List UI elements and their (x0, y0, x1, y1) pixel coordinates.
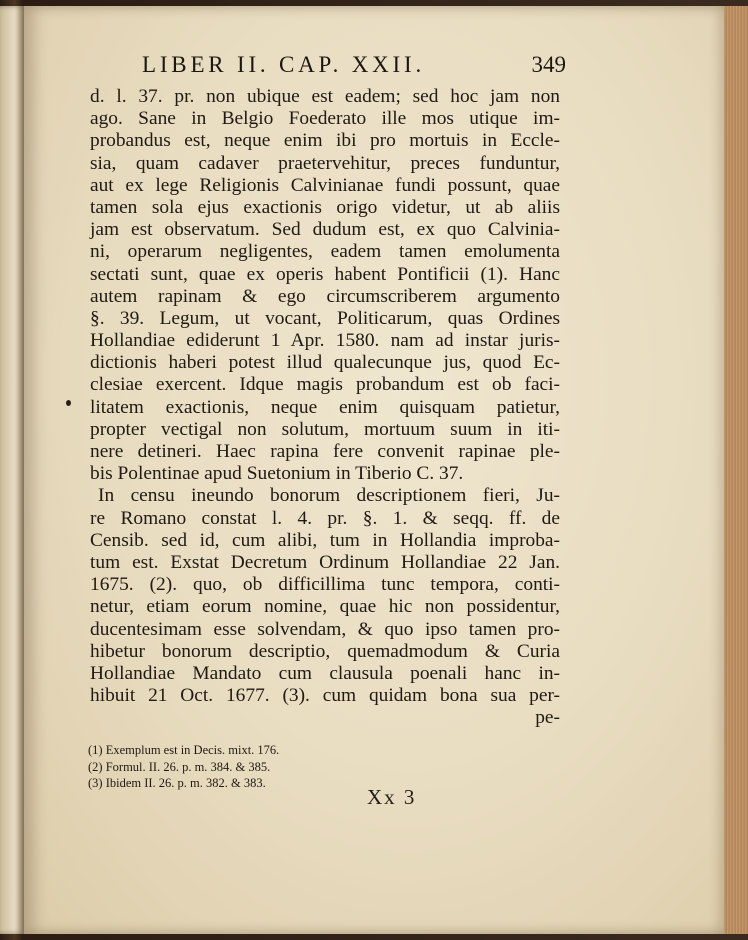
body-text (90, 86, 560, 729)
footnote: (1) Exemplum est in Decis. mixt. 176. (88, 743, 280, 757)
page-block-edges (724, 6, 748, 934)
text-line: ni, operarum negligentes, eadem tamen emolumenta (90, 241, 560, 263)
text-line: d. l. 37. pr. non ubique est eadem; sed hoc jam non (90, 86, 560, 107)
text-line: bis Polentinae apud Suetonium in Tiberio C. 37. (90, 463, 464, 485)
ink-speck (66, 400, 71, 406)
text-line: tum est. Exstat Decretum Ordinum Hollandiae 22 Jan. (90, 551, 560, 573)
page-header (120, 50, 566, 80)
facing-page-edge (0, 6, 24, 934)
text-line: nere detineri. Haec rapina fere convenit rapinae ple- (90, 441, 560, 462)
text-line: netur, etiam eorum nomine, quae hic non possidentur, (90, 596, 560, 618)
text-line: autem rapinam & ego circumscriberem argumento (90, 285, 560, 307)
text-line: sectati sunt, quae ex operis habent Pontificii (1). Hanc (90, 263, 560, 285)
text-line: hibuit 21 Oct. 1677. (3). cum quidam bona sua per- (90, 685, 560, 707)
footnote: (2) Formul. II. 26. p. m. 384. & 385. (88, 759, 271, 774)
text-line: clesiae exercent. Idque magis probandum est ob faci- (90, 374, 560, 396)
text-line: aut ex lege Religionis Calvinianae fundi possunt, quae (90, 174, 560, 196)
running-head: LIBER II. CAP. XXII. (142, 52, 425, 77)
text-line: hibetur bonorum descriptio, quemadmodum & Curia (90, 640, 560, 662)
text-line: tamen sola ejus exactionis origo videtur, ut ab aliis (90, 196, 560, 218)
text-line: sia, quam cadaver praetervehitur, preces funduntur, (90, 152, 560, 174)
footnote: (3) Ibidem II. 26. p. m. 382. & 383. (88, 776, 266, 790)
text-line: Censib. sed id, cum alibi, tum in Hollandia improba- (90, 529, 560, 551)
text-line: Hollandiae ediderunt 1 Apr. 1580. nam ad instar juris- (90, 330, 560, 352)
catchword: pe- (535, 707, 560, 729)
text-line: Hollandiae Mandato cum clausula poenali hanc in- (90, 662, 560, 684)
text-line: re Romano constat l. 4. pr. §. 1. & seqq. ff. de (90, 507, 560, 529)
text-line: propter vectigal non solutum, mortuum suum in iti- (90, 418, 560, 440)
text-line: jam est observatum. Sed dudum est, ex quo Calvinia- (90, 219, 560, 241)
text-line: §. 39. Legum, ut vocant, Politicarum, quas Ordines (90, 307, 560, 329)
page-number: 349 (531, 52, 566, 77)
text-line: ago. Sane in Belgio Foederato ille mos utique im- (90, 108, 560, 130)
text-line: ducentesimam esse solvendam, & quo ipso tamen pro- (90, 618, 560, 640)
footnotes (88, 742, 388, 792)
text-line: dictionis haberi potest illud qualecunque jus, quod Ec- (90, 352, 560, 374)
signature-mark: Xx 3 (367, 785, 417, 809)
text-line: litatem exactionis, neque enim quisquam patietur, (90, 396, 560, 418)
text-line: probandus est, neque enim ibi pro mortuis in Eccle- (90, 130, 560, 152)
text-line: 1675. (2). quo, ob difficillima tunc tempora, conti- (90, 574, 560, 596)
text-line: In censu ineundo bonorum descriptionem fieri, Ju- (98, 485, 560, 507)
